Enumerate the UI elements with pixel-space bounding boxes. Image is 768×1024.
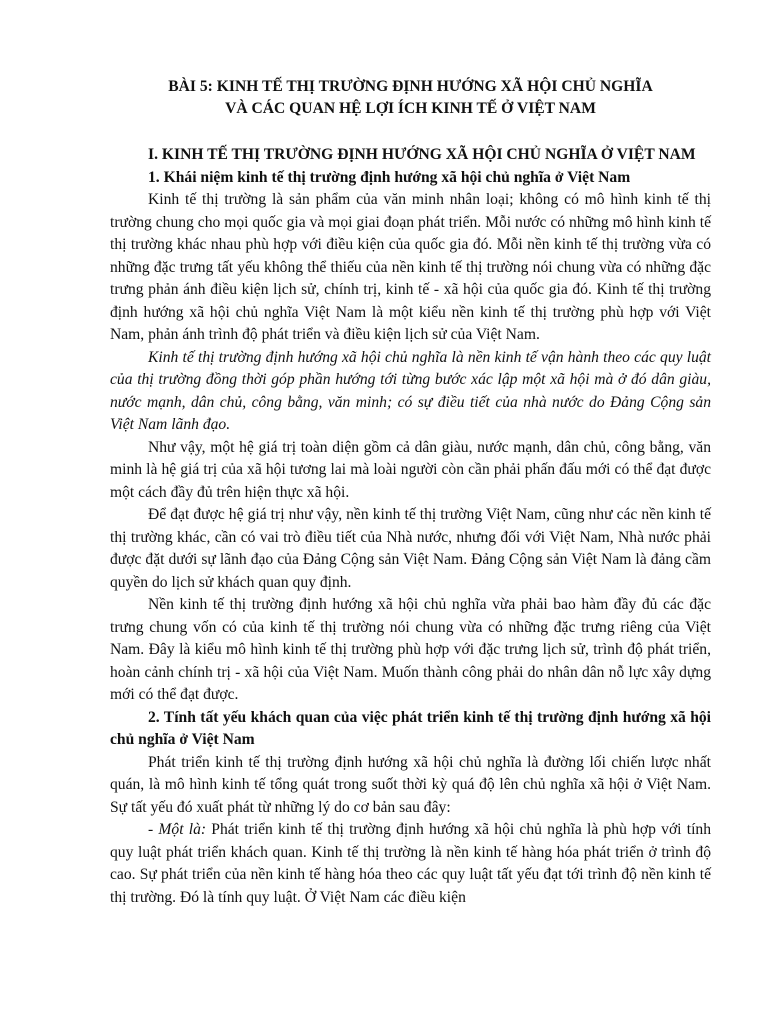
- point-one-lead: - Một là:: [148, 821, 207, 838]
- lesson-title: [110, 76, 711, 120]
- paragraph-5: Nền kinh tế thị trường định hướng xã hội chủ nghĩa vừa phải bao hàm đầy đủ các đặc trưng chung vốn có của kinh tế thị trường nói chung vừa có những đặc trưng riêng của Việt Nam. Đây là kiểu mô hình kinh tế thị trường phù hợp với đặc trưng lịch sử, trình độ phát triển, hoàn cảnh chính trị - xã hội của Việt Nam. Muốn thành công phải do nhân dân nỗ lực xây dựng mới có thể đạt được.: [110, 596, 711, 703]
- paragraph-4: Để đạt được hệ giá trị như vậy, nền kinh tế thị trường Việt Nam, cũng như các nền kinh tế thị trường khác, cần có vai trò điều tiết của Nhà nước, nhưng đối với Việt Nam, Nhà nước phải được đặt dưới sự lãnh đạo của Đảng Cộng sản Việt Nam. Đảng Cộng sản Việt Nam là đảng cầm quyền do lịch sử khách quan quy định.: [110, 506, 711, 591]
- paragraph-3: Như vậy, một hệ giá trị toàn diện gồm cả dân giàu, nước mạnh, dân chủ, công bằng, văn minh là hệ giá trị của xã hội tương lai mà loài người còn cần phải phấn đấu mới có thể đạt được một cách đầy đủ trên hiện thực xã hội.: [110, 438, 711, 501]
- section-1-heading: I. KINH TẾ THỊ TRƯỜNG ĐỊNH HƯỚNG XÃ HỘI CHỦ NGHĨA Ở VIỆT NAM: [148, 146, 696, 163]
- subsection-1-heading: 1. Khái niệm kinh tế thị trường định hướng xã hội chủ nghĩa ở Việt Nam: [148, 168, 631, 186]
- paragraph-7: [110, 819, 711, 909]
- lesson-title-line-2: VÀ CÁC QUAN HỆ LỢI ÍCH KINH TẾ Ở VIỆT NAM: [225, 100, 596, 117]
- definition-paragraph: Kinh tế thị trường định hướng xã hội chủ nghĩa là nền kinh tế vận hành theo các quy luật của thị trường đồng thời góp phần hướng tới từng bước xác lập một xã hội mà ở đó dân giàu, nước mạnh, dân chủ, công bằng, văn minh; có sự điều tiết của nhà nước do Đảng Cộng sản Việt Nam lãnh đạo.: [110, 348, 711, 433]
- subsection-2-heading: 2. Tính tất yếu khách quan của việc phát triển kinh tế thị trường định hướng xã hội chủ nghĩa ở Việt Nam: [110, 708, 711, 748]
- lesson-title-line-1: BÀI 5: KINH TẾ THỊ TRƯỜNG ĐỊNH HƯỚNG XÃ HỘI CHỦ NGHĨA: [168, 78, 653, 95]
- paragraph-1: Kinh tế thị trường là sản phẩm của văn minh nhân loại; không có mô hình kinh tế thị trường chung cho mọi quốc gia và mọi giai đoạn phát triển. Mỗi nước có những mô hình kinh tế thị trường khác nhau phù hợp với điều kiện của quốc gia đó. Mỗi nền kinh tế thị trường vừa có những đặc trưng tất yếu không thể thiếu của nền kinh tế thị trường nói chung vừa có những đặc trưng phản ánh điều kiện lịch sử, chính trị, kinh tế - xã hội của quốc gia đó. Kinh tế thị trường định hướng xã hội chủ nghĩa Việt Nam là một kiểu nền kinh tế thị trường phù hợp với Việt Nam, phản ánh trình độ phát triển và điều kiện lịch sử của Việt Nam.: [110, 191, 711, 343]
- paragraph-6: Phát triển kinh tế thị trường định hướng xã hội chủ nghĩa là đường lối chiến lược nhất quán, là mô hình kinh tế tổng quát trong suốt thời kỳ quá độ lên chủ nghĩa xã hội ở Việt Nam. Sự tất yếu đó xuất phát từ những lý do cơ bản sau đây:: [110, 753, 711, 816]
- point-one-text: Phát triển kinh tế thị trường định hướng xã hội chủ nghĩa là phù hợp với tính quy luật phát triển khách quan. Kinh tế thị trường là nền kinh tế hàng hóa phát triển ở trình độ cao. Sự phát triển của nền kinh tế hàng hóa theo các quy luật tất yếu đạt tới trình độ nền kinh tế thị trường. Đó là tính quy luật. Ở Việt Nam các điều kiện: [110, 821, 711, 906]
